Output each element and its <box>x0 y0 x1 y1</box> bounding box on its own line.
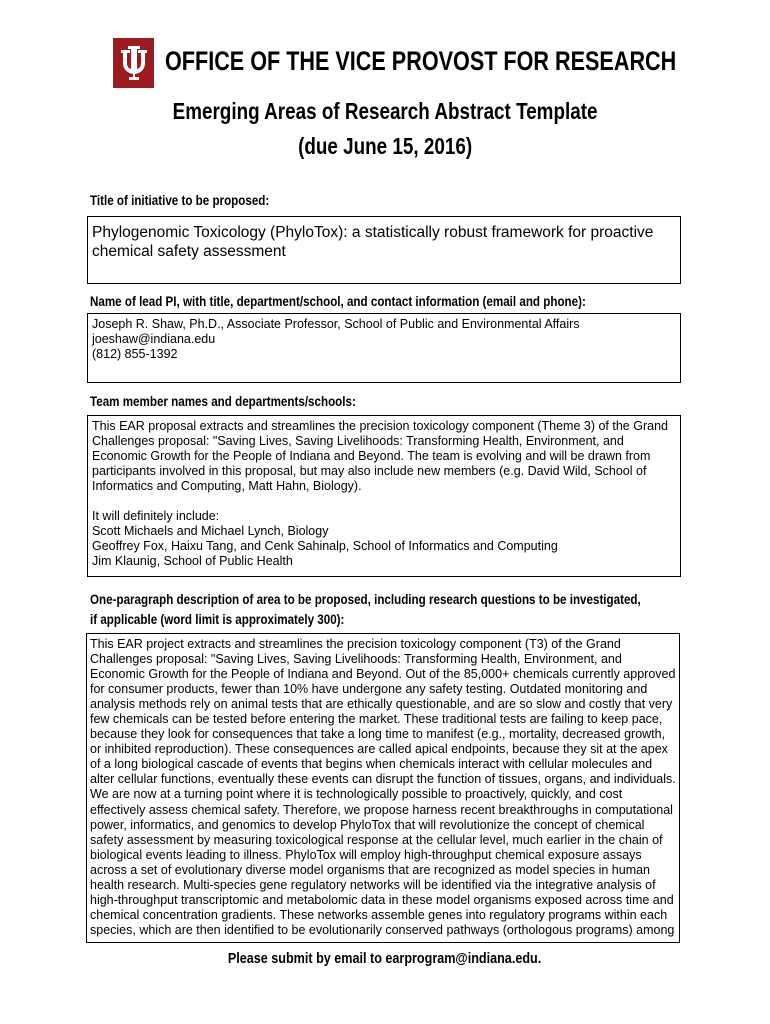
title-value: Phylogenomic Toxicology (PhyloTox): a statistically robust framework for proactive chemical safety assessment <box>92 224 654 260</box>
pi-name-line: Joseph R. Shaw, Ph.D., Associate Professor, School of Public and Environmental Affairs <box>92 317 580 331</box>
page-title-line2: (due June 15, 2016) <box>297 133 472 159</box>
team-line: Geoffrey Fox, Haixu Tang, and Cenk Sahinalp, School of Informatics and Computing <box>92 539 558 553</box>
description-label-line1: One-paragraph description of area to be proposed, including research questions to be investigated, <box>90 591 641 607</box>
iu-logo <box>113 38 154 88</box>
page-title <box>0 98 770 125</box>
description-text: This EAR project extracts and streamlines the precision toxicology component (T3) of the Grand Challenges proposal: "Saving Lives, Saving Livelihoods: Transforming Health, Environment, and Economic Growth for the People of Indiana and Beyond. Out of the 85,000+ chemicals currently approved for consumer products, fewer than 10% have undergone any safety testing. Outdated monitoring and analysis methods rely on animal tests that are ethically questionable, and are so slow and costly that very few chemicals can be tested before entering the market. These traditional tests are failing to keep pace, because they look for consequences that take a long time to manifest (e.g., mortality, decreased growth, or inhibited reproduction). These consequences are called apical endpoints, because they sit at the apex of a long biological cascade of events that begins when chemicals interact with cellular molecules and alter cellular functions, eventually these events can disrupt the function of tissues, organs, and individuals. We are now at a turning point where it is technologically possible to proactively, quickly, and cost effectively assess chemical safety. Therefore, we propose harness recent breakthroughs in computational power, informatics, and genomics to develop PhyloTox that will revolutionize the concept of chemical safety assessment by measuring toxicological response at the cellular level, much earlier in the chain of biological events leading to illness. PhyloTox will employ high-throughput chemical exposure assays across a set of evolutionary diverse model organisms that are recognized as model species in human health research. Multi-species gene regulatory networks will be identified via the integrative analysis of high-throughput transcriptomic and metabolomic data in these model organisms exposed across time and chemical concentration gradients. These networks assemble genes into regulatory programs within each species, which are then identified to be evolutionarily conserved pathways (orthologous programs) among <box>90 637 676 937</box>
description-field[interactable] <box>86 633 680 943</box>
iu-trident-icon <box>119 44 149 82</box>
team-line: It will definitely include: <box>92 509 220 523</box>
due-date <box>0 133 770 160</box>
team-label: Team member names and departments/schools: <box>90 393 356 409</box>
team-paragraph: This EAR proposal extracts and streamlines the precision toxicology component (Theme 3) of the Grand Challenges proposal: "Saving Lives, Saving Livelihoods: Transforming Health, Environment, and Economic Growth for the People of Indiana and Beyond. The team is evolving and will be drawn from participants involved in this proposal, but may also include new members (e.g. David Wild, School of Informatics and Computing, Matt Hahn, Biology). <box>92 419 668 493</box>
title-label: Title of initiative to be proposed: <box>90 192 270 208</box>
team-line: Jim Klaunig, School of Public Health <box>92 554 293 568</box>
pi-email-line: joeshaw@indiana.edu <box>92 332 216 346</box>
office-heading: OFFICE OF THE VICE PROVOST FOR RESEARCH <box>165 46 677 76</box>
team-field[interactable] <box>87 415 681 577</box>
team-line: Scott Michaels and Michael Lynch, Biology <box>92 524 329 538</box>
title-field[interactable] <box>87 216 681 284</box>
lead-pi-label: Name of lead PI, with title, department/school, and contact information (email and phone): <box>90 293 586 309</box>
submission-note <box>0 950 770 967</box>
page-title-line1: Emerging Areas of Research Abstract Template <box>172 98 598 124</box>
footer-text: Please submit by email to earprogram@indiana.edu. <box>228 950 542 967</box>
description-label-line2: if applicable (word limit is approximately 300): <box>90 611 345 627</box>
lead-pi-field[interactable] <box>87 313 681 383</box>
pi-phone-line: (812) 855-1392 <box>92 347 178 361</box>
